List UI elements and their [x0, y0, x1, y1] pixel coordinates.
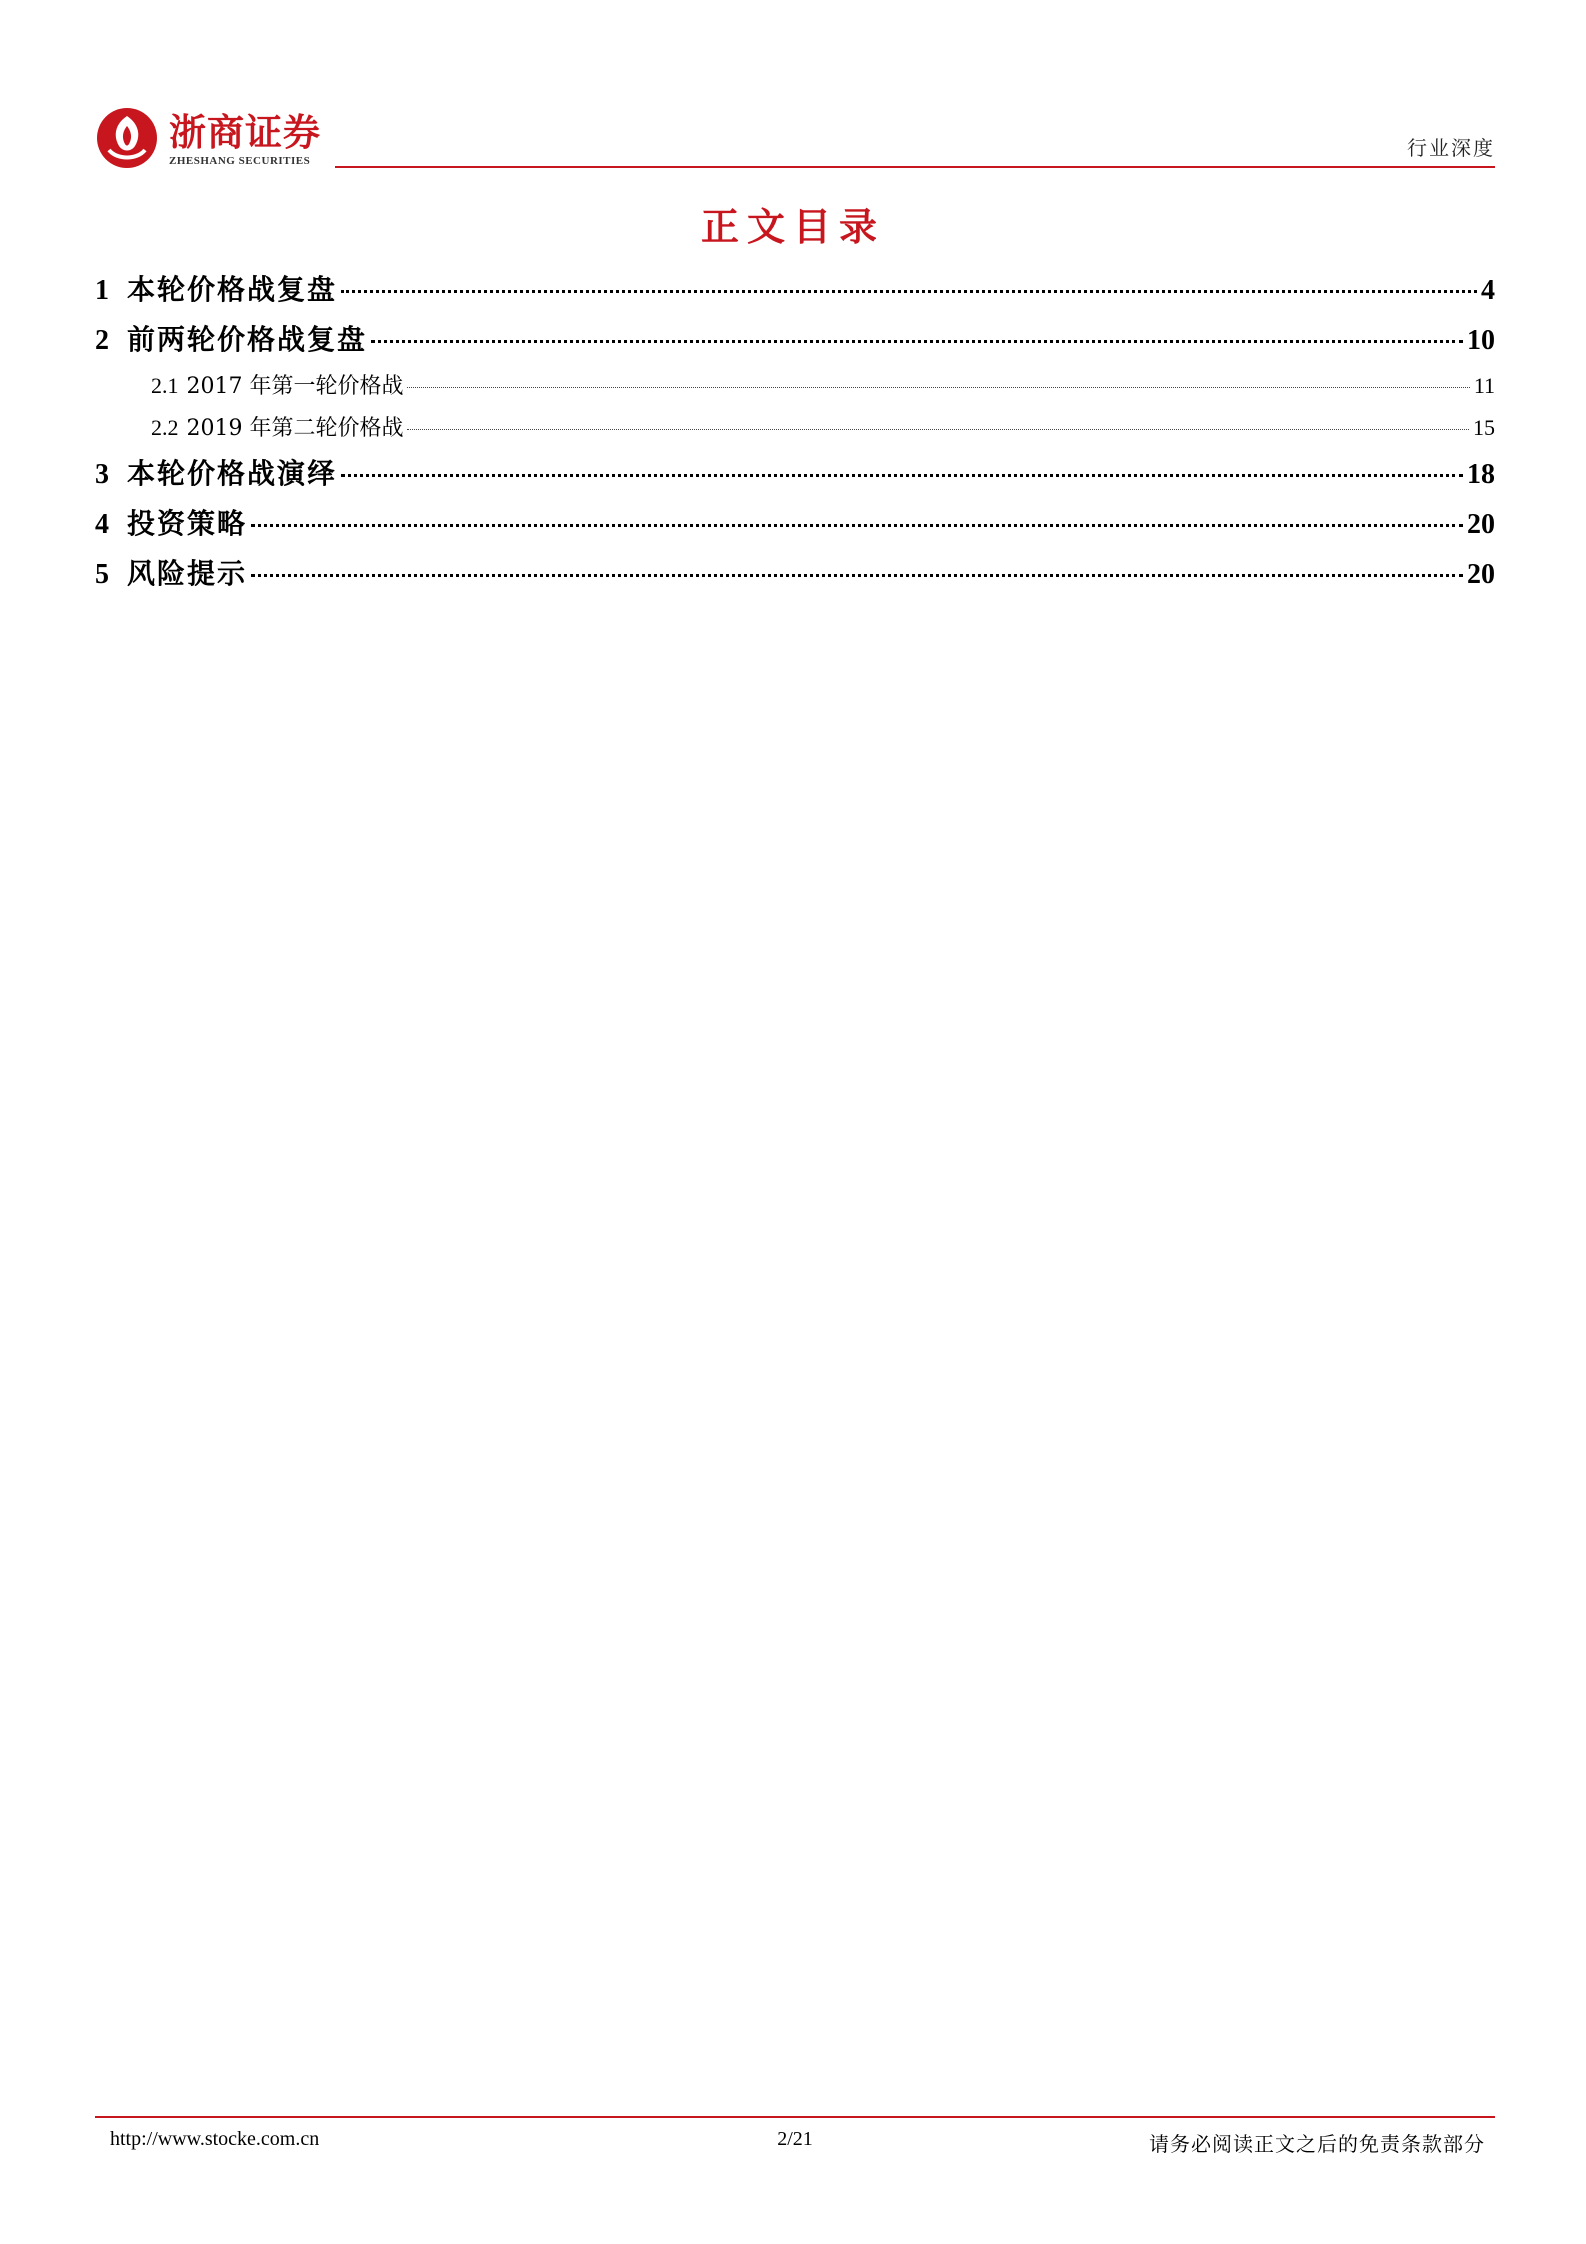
website-link[interactable]: http://www.stocke.com.cn [110, 2128, 320, 2150]
toc-entry-page: 20 [1467, 559, 1495, 590]
header-divider [335, 166, 1495, 168]
report-type-label: 行业深度 [1407, 136, 1495, 160]
toc-entry-4[interactable] [95, 499, 1495, 549]
toc-entry-number: 5 [95, 559, 109, 590]
toc-entry-label: 投资策略 [127, 507, 248, 540]
toc-entry-label: 本轮价格战演绎 [127, 457, 338, 490]
toc-leader-dots [251, 574, 1463, 577]
toc-entry-label: 2017 年第一轮价格战 [186, 374, 404, 399]
toc-entry-label: 本轮价格战复盘 [127, 273, 338, 306]
page-number: 2/21 [777, 2128, 813, 2150]
page-header [95, 100, 1495, 170]
toc-title: 正文目录 [700, 205, 885, 249]
toc-entry-3[interactable] [95, 449, 1495, 499]
toc-entry-1[interactable] [95, 265, 1495, 315]
footer-divider [95, 2116, 1495, 2118]
logo-text-en: ZHESHANG SECURITIES [169, 155, 311, 167]
disclaimer-note: 请务必阅读正文之后的免责条款部分 [1149, 2132, 1485, 2156]
toc-entry-number: 4 [95, 509, 109, 540]
page-footer [95, 2116, 1495, 2156]
toc-leader-dots [251, 524, 1463, 527]
toc-entry-number: 3 [95, 459, 109, 490]
toc-entry-2-1[interactable] [95, 365, 1495, 407]
table-of-contents [95, 265, 1495, 599]
toc-entry-number: 2.2 [151, 415, 179, 440]
toc-entry-number: 2 [95, 325, 109, 356]
toc-entry-2[interactable] [95, 315, 1495, 365]
toc-leader-dots [371, 340, 1463, 343]
logo-text-cn: 浙商证券 [169, 111, 321, 154]
toc-entry-label: 风险提示 [127, 557, 248, 590]
toc-entry-page: 4 [1481, 275, 1495, 306]
toc-entry-page: 18 [1467, 459, 1495, 490]
toc-leader-dots [407, 429, 1469, 430]
toc-entry-5[interactable] [95, 549, 1495, 599]
toc-entry-label: 2019 年第二轮价格战 [186, 416, 404, 441]
zheshang-logo-icon [95, 106, 159, 170]
toc-leader-dots [341, 290, 1477, 293]
toc-entry-number: 1 [95, 275, 109, 306]
toc-entry-label: 前两轮价格战复盘 [127, 323, 368, 356]
toc-entry-page: 11 [1473, 373, 1495, 398]
toc-entry-number: 2.1 [151, 373, 179, 398]
toc-leader-dots [407, 387, 1469, 388]
toc-entry-2-2[interactable] [95, 407, 1495, 449]
toc-entry-page: 15 [1473, 415, 1495, 440]
toc-entry-page: 10 [1467, 325, 1495, 356]
toc-entry-page: 20 [1467, 509, 1495, 540]
toc-leader-dots [341, 474, 1463, 477]
